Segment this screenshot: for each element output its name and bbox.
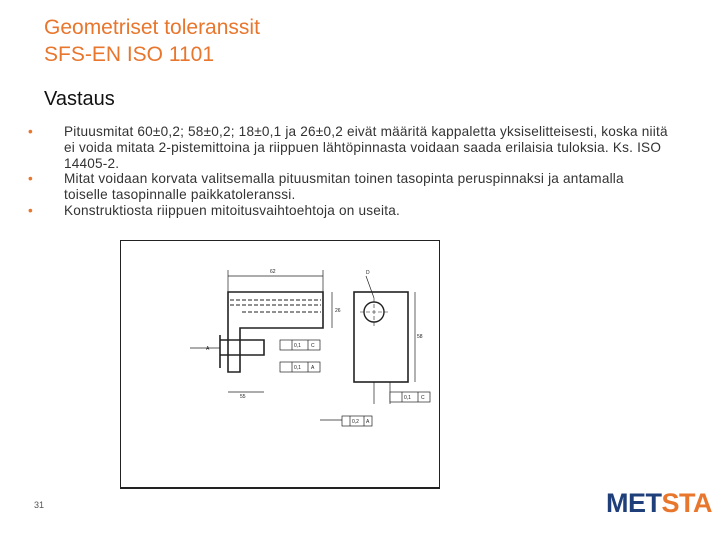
page-number: 31: [34, 500, 45, 510]
bullet-text: Konstruktiosta riippuen mitoitusvaihtoehtoja on useita.: [64, 202, 400, 218]
technical-drawing: [120, 240, 440, 490]
dim-label-top: 62: [270, 269, 276, 275]
bullet-marker: •: [28, 171, 33, 187]
dim-label-bottom: 55: [240, 394, 246, 400]
bullet-item: [28, 203, 668, 219]
title-line-2: SFS-EN ISO 1101: [44, 43, 215, 66]
slide-subtitle: Vastaus: [44, 88, 115, 110]
slide-title: [44, 14, 260, 68]
bullet-marker: •: [28, 124, 33, 139]
bullet-item: [28, 124, 668, 171]
fcf-bottom-value: 0,2: [352, 419, 359, 425]
fcf-top: [280, 340, 320, 350]
fcf-top-datum: C: [311, 343, 315, 349]
fcf-right-datum: C: [421, 395, 425, 401]
bullet-marker: •: [28, 202, 33, 218]
datum-label-left: A: [206, 346, 210, 352]
bullet-text: Mitat voidaan korvata valitsemalla pituusmitan toinen tasopinta peruspinnaksi ja antamalla toiselle tasopinnalle paikkatoleranssi.: [64, 171, 624, 203]
dim-label-vert-small: 26: [335, 308, 341, 314]
fcf-right-value: 0,1: [404, 395, 411, 401]
dim-label-vert-right: 58: [417, 334, 423, 340]
fcf-bottom: [342, 416, 372, 426]
metsta-logo: [606, 488, 712, 519]
bullet-item: [28, 171, 668, 203]
fcf-mid-value: 0,1: [294, 365, 301, 371]
technical-drawing-svg: [120, 240, 440, 490]
dim-label-top-right: D: [366, 270, 370, 276]
logo-part-1: MET: [606, 488, 662, 518]
fcf-right: [390, 392, 430, 402]
logo-part-2: STA: [661, 488, 712, 518]
fcf-bottom-datum: A: [366, 419, 370, 425]
fcf-mid: [280, 362, 320, 372]
title-line-1: Geometriset toleranssit: [44, 16, 260, 39]
fcf-top-value: 0,1: [294, 343, 301, 349]
fcf-mid-datum: A: [311, 365, 315, 371]
bullet-list: [28, 124, 668, 219]
bullet-text: Pituusmitat 60±0,2; 58±0,2; 18±0,1 ja 26±0,2 eivät määritä kappaletta yksiselitteisesti, koska niitä ei voida mitata 2-pistemittoina ja riippuen lähtöpinnasta voidaan saada erilaisia tuloksia. Ks. ISO 14405-2.: [64, 124, 668, 171]
